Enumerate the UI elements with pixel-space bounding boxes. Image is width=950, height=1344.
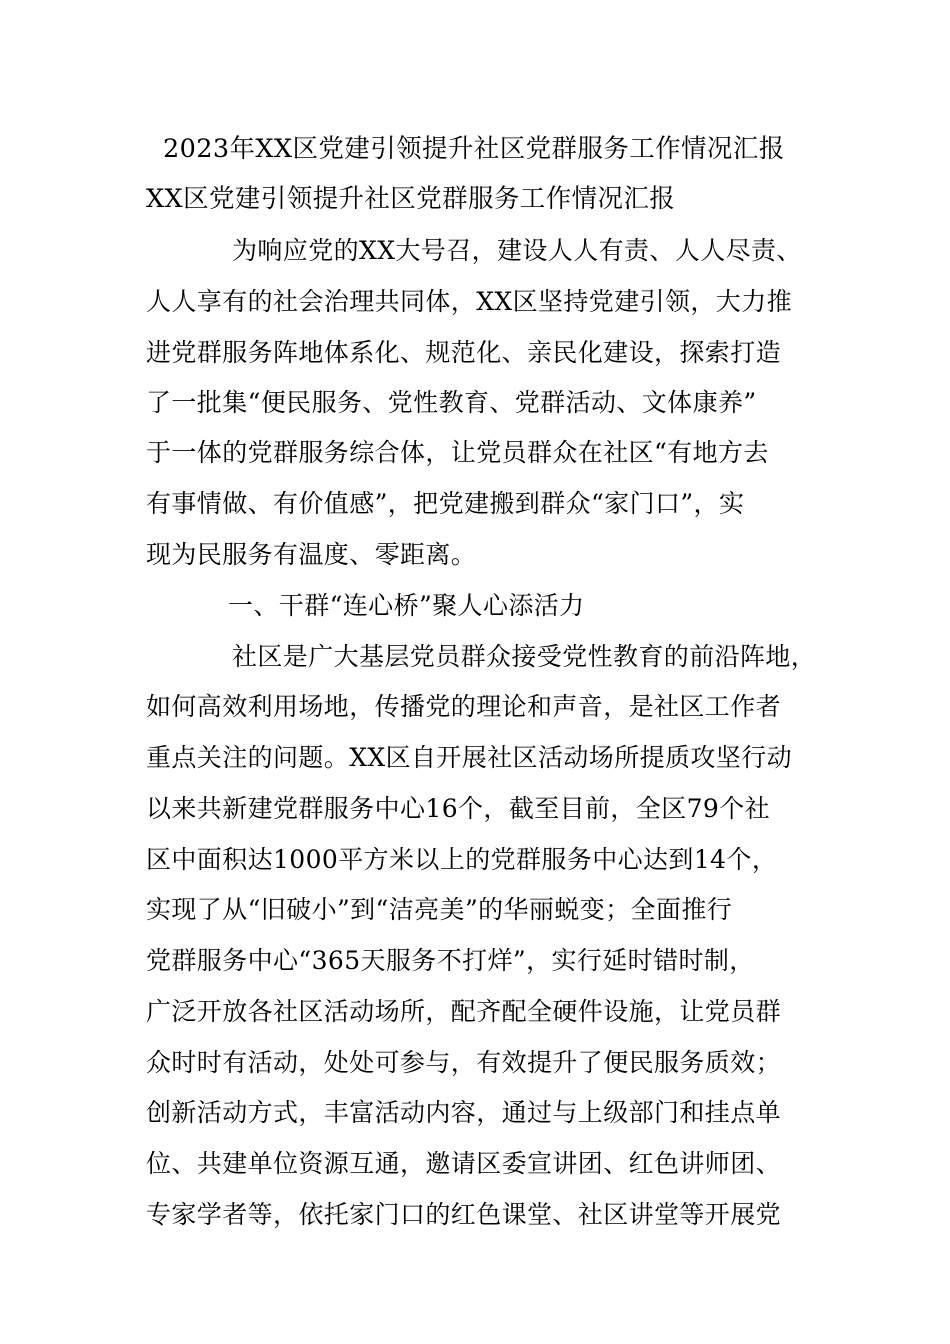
paragraph-2-line: 专家学者等，依托家门口的红色课堂、社区讲堂等开展党 xyxy=(146,1200,782,1229)
paragraph-2-line: 社区是广大基层党员群众接受党性教育的前沿阵地， xyxy=(232,642,817,671)
paragraph-2-line: 如何高效利用场地，传播党的理论和声音，是社区工作者 xyxy=(146,692,782,721)
paragraph-1-line: 于一体的党群服务综合体，让党员群众在社区“有地方去 xyxy=(146,438,769,467)
paragraph-1-line: 进党群服务阵地体系化、规范化、亲民化建设，探索打造 xyxy=(146,338,782,367)
paragraph-2-line: 党群服务中心“365天服务不打烊”，实行延时错时制， xyxy=(146,946,755,975)
paragraph-1-line: 人人享有的社会治理共同体，XX区坚持党建引领，大力推 xyxy=(146,287,792,316)
document-subtitle: XX区党建引领提升社区党群服务工作情况汇报 xyxy=(146,184,676,214)
paragraph-1-line: 了一批集“便民服务、党性教育、党群活动、文体康养” xyxy=(146,388,757,417)
paragraph-2-line: 创新活动方式，丰富活动内容，通过与上级部门和挂点单 xyxy=(146,1098,782,1127)
paragraph-2-line: 众时时有活动，处处可参与，有效提升了便民服务质效； xyxy=(146,1048,782,1077)
paragraph-1-line: 现为民服务有温度、零距离。 xyxy=(146,540,477,569)
paragraph-2-line: 区中面积达1000平方米以上的党群服务中心达到14个， xyxy=(146,845,778,874)
paragraph-1-line: 有事情做、有价值感”，把党建搬到群众“家门口”，实 xyxy=(146,489,745,518)
paragraph-2-line: 以来共新建党群服务中心16个，截至目前，全区79个社 xyxy=(146,794,771,823)
paragraph-1-line: 为响应党的XX大号召，建设人人有责、人人尽责、 xyxy=(232,236,802,265)
section-heading: 一、干群“连心桥”聚人心添活力 xyxy=(228,591,585,620)
paragraph-2-line: 广泛开放各社区活动场所，配齐配全硬件设施，让党员群 xyxy=(146,997,782,1026)
paragraph-2-line: 位、共建单位资源互通，邀请区委宣讲团、红色讲师团、 xyxy=(146,1149,782,1178)
paragraph-2-line: 实现了从“旧破小”到“洁亮美”的华丽蜕变；全面推行 xyxy=(146,895,733,924)
paragraph-2-line: 重点关注的问题。XX区自开展社区活动场所提质攻坚行动 xyxy=(146,743,792,772)
document-title: 2023年XX区党建引领提升社区党群服务工作情况汇报 xyxy=(163,134,785,164)
